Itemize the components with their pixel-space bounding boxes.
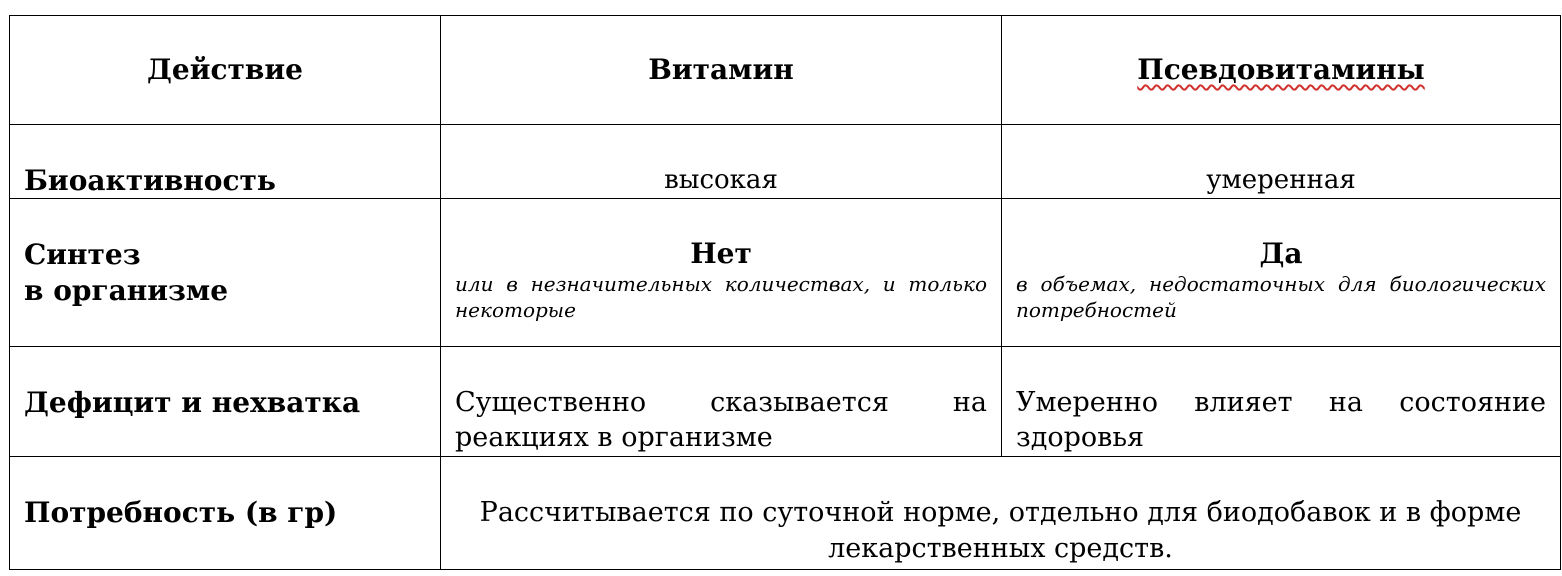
header-vitamin: Витамин — [648, 53, 794, 86]
pseudo-bioactivity-value: умеренная — [1206, 165, 1356, 195]
row-label-synthesis-line2: в организме — [24, 274, 229, 307]
row-label-cell — [10, 199, 441, 347]
vitamin-cell — [441, 125, 1002, 199]
pseudo-deficit-value: Умеренно влияет на состояние здоровья — [1016, 387, 1546, 453]
row-label-bioactivity: Биоактивность — [24, 164, 276, 197]
header-action: Действие — [147, 53, 303, 86]
table-row-synthesis — [10, 199, 1561, 347]
header-cell-pseudovitamins — [1002, 16, 1561, 125]
table-row-bioactivity — [10, 125, 1561, 199]
row-label-deficit: Дефицит и нехватка — [24, 386, 361, 419]
pseudo-cell — [1002, 199, 1561, 347]
row-label-cell — [10, 125, 441, 199]
vitamin-synthesis-note: или в незначительных количествах, и только некоторые — [455, 272, 987, 322]
row-label-cell — [10, 347, 441, 457]
table-header-row — [10, 16, 1561, 125]
vitamin-cell — [441, 347, 1002, 457]
requirement-value: Рассчитывается по суточной норме, отдельно для биодобавок и в форме лекарственных средств. — [479, 497, 1522, 564]
pseudo-cell — [1002, 347, 1561, 457]
vitamin-bioactivity-value: высокая — [664, 165, 778, 195]
vitamin-deficit-value: Существенно сказывается на реакциях в организме — [455, 387, 987, 453]
vitamin-comparison-table — [9, 15, 1561, 570]
pseudo-synthesis-note: в объемах, недостаточных для биологических потребностей — [1016, 272, 1546, 322]
pseudo-cell — [1002, 125, 1561, 199]
vitamin-synthesis-main: Нет — [690, 237, 752, 270]
vitamin-cell — [441, 199, 1002, 347]
header-pseudovitamins: Псевдовитамины — [1137, 53, 1425, 86]
header-cell-vitamin — [441, 16, 1002, 125]
row-label-requirement: Потребность (в гр) — [24, 496, 338, 529]
header-cell-action — [10, 16, 441, 125]
table-row-requirement — [10, 457, 1561, 570]
row-label-synthesis-line1: Синтез — [24, 238, 141, 271]
requirement-merged-cell — [441, 457, 1561, 570]
pseudo-synthesis-main: Да — [1259, 237, 1303, 270]
row-label-synthesis — [24, 237, 432, 309]
row-label-cell — [10, 457, 441, 570]
table-row-deficit — [10, 347, 1561, 457]
